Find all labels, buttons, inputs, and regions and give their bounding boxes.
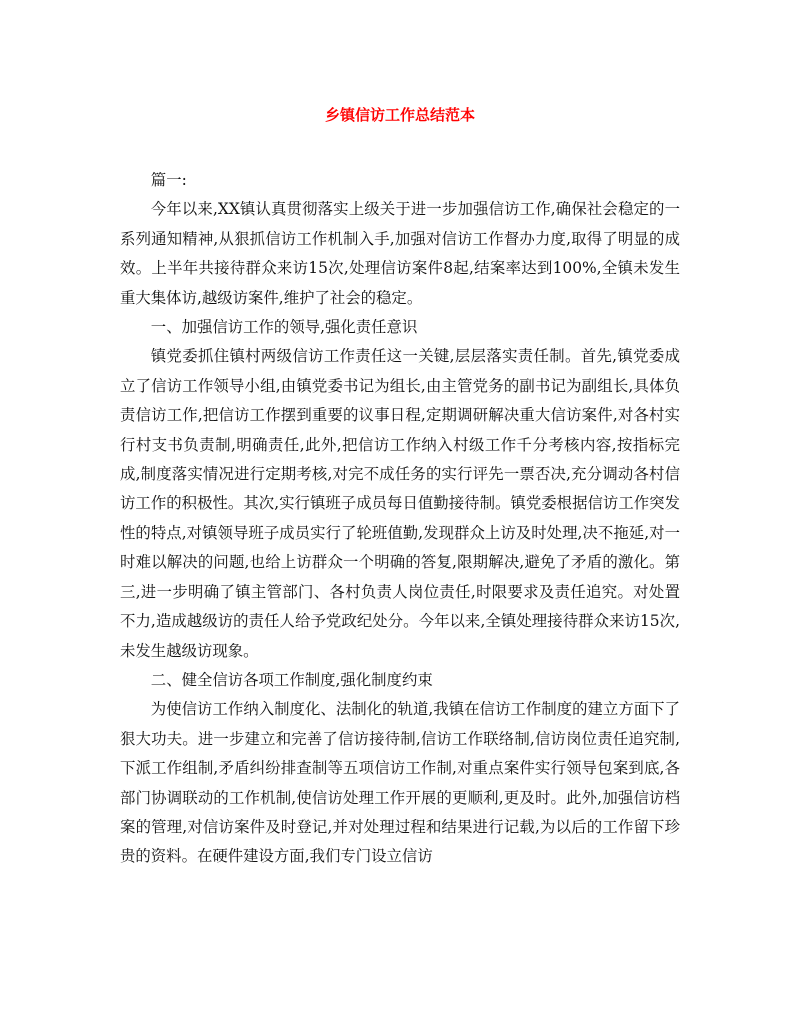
section-1-paragraph: 镇党委抓住镇村两级信访工作责任这一关键,层层落实责任制。首先,镇党委成立了信访工作领导小组,由镇党委书记为组长,由主管党务的副书记为副组长,具体负责信访工作,把信访工作摆到重要的议事日程,定期调研解决重大信访案件,对各村实行村支书负责制,明确责任,此外,把信访工作纳入村级工作千分考核内容,按指标完成,制度落实情况进行定期考核,对完不成任务的实行评先一票否决,充分调动各村信访工作的积极性。其次,实行镇班子成员每日值勤接待制。镇党委根据信访工作突发性的特点,对镇领导班子成员实行了轮班值勤,发现群众上访及时处理,决不拖延,对一时难以解决的问题,也给上访群众一个明确的答复,限期解决,避免了矛盾的激化。第三,进一步明确了镇主管部门、各村负责人岗位责任,时限要求及责任追究。对处置不力,造成越级访的责任人给予党政纪处分。今年以来,全镇处理接待群众来访15次,未发生越级访现象。 (120, 347, 680, 660)
document-page (120, 0, 680, 1035)
section-2-paragraph: 为使信访工作纳入制度化、法制化的轨道,我镇在信访工作制度的建立方面下了狠大功夫。进一步建立和完善了信访接待制,信访工作联络制,信访岗位责任追究制,下派工作组制,矛盾纠纷排查制等五项信访工作制,对重点案件实行领导包案到底,各部门协调联动的工作机制,使信访处理工作开展的更顺利,更及时。此外,加强信访档案的管理,对信访案件及时登记,并对处理过程和结果进行记载,为以后的工作留下珍贵的资料。在硬件建设方面,我们专门设立信访 (120, 700, 680, 866)
intro-paragraph: 今年以来,XX镇认真贯彻落实上级关于进一步加强信访工作,确保社会稳定的一系列通知精神,从狠抓信访工作机制入手,加强对信访工作督办力度,取得了明显的成效。上半年共接待群众来访15次,处理信访案件8起,结案率达到100%,全镇未发生重大集体访,越级访案件,维护了社会的稳定。 (120, 200, 680, 307)
section-heading-1: 一、加强信访工作的领导,强化责任意识 (150, 318, 418, 337)
section-heading-2: 二、健全信访各项工作制度,强化制度约束 (150, 670, 433, 689)
document-body (120, 166, 680, 872)
document-title: 乡镇信访工作总结范本 (324, 106, 475, 124)
section-label-pian-yi: 篇一: (150, 171, 187, 189)
